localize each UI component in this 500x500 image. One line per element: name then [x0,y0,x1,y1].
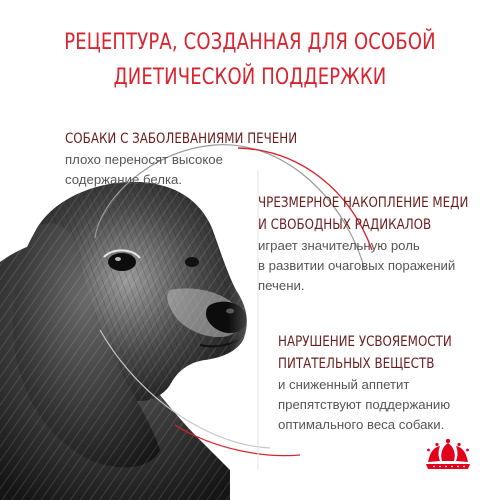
headline-line-2: ДИЕТИЧЕСКОЙ ПОДДЕРЖКИ [113,64,387,90]
info-heading-line: И СВОБОДНЫХ РАДИКАЛОВ [258,217,432,233]
info-text-line: оптимального веса собаки. [278,417,445,432]
info-heading-line: НАРУШЕНИЕ УСВОЯЕМОСТИ [278,334,452,350]
info-text-line: играет значительную роль [258,238,420,253]
info-text [65,150,348,190]
headline [50,25,450,95]
info-text [258,236,500,296]
info-text-line: содержание белка. [65,172,183,187]
headline-line-1: РЕЦЕПТУРА, СОЗДАННАЯ ДЛЯ ОСОБОЙ [64,29,436,55]
info-block-digestibility [278,331,490,435]
info-text-line: и сниженный аппетит [278,377,410,392]
info-text-line: препятствуют поддержанию [278,397,451,412]
info-heading [258,192,468,236]
info-text-line: печени. [258,278,305,293]
info-heading-line: СОБАКИ С ЗАБОЛЕВАНИЯМИ ПЕЧЕНИ [65,131,298,147]
info-heading [278,331,452,375]
info-block-liver-disease [65,128,348,190]
info-text-line: в развитии очаговых поражений [258,258,456,273]
crown-logo-icon [420,438,476,472]
info-heading-line: ЧРЕЗМЕРНОЕ НАКОПЛЕНИЕ МЕДИ [258,195,469,211]
info-text [278,375,490,435]
dog-eye [108,253,136,271]
info-heading [65,128,297,150]
info-text-line: плохо переносят высокое [65,152,223,167]
info-block-copper [258,192,500,296]
info-heading-line: ПИТАТЕЛЬНЫХ ВЕЩЕСТВ [278,356,435,372]
